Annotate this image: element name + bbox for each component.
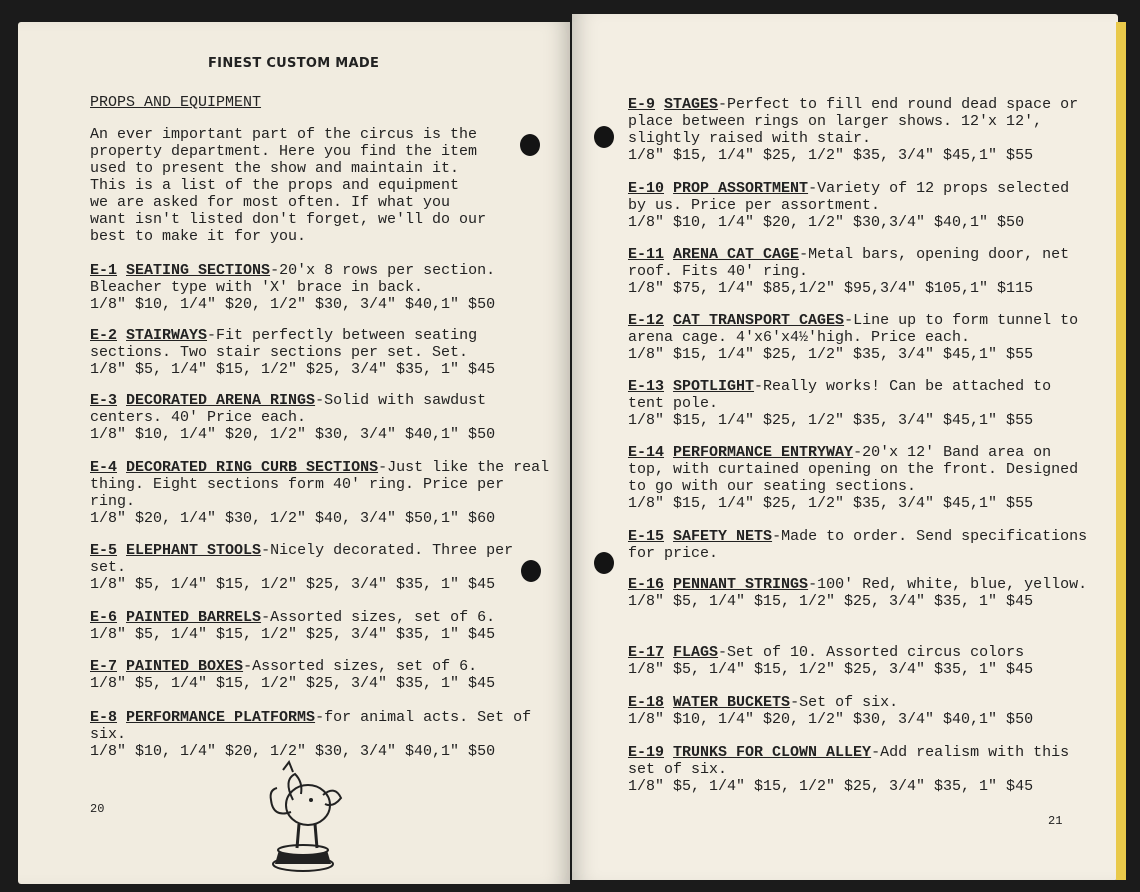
- entry-name: DECORATED ARENA RINGS: [126, 392, 316, 409]
- entry-name: SEATING SECTIONS: [126, 262, 271, 279]
- entry-description: -Really works! Can be attached to tent pole.: [628, 378, 1052, 412]
- entry-description: -Solid with sawdust centers. 40' Price each.: [90, 392, 487, 426]
- entry-name: PERFORMANCE ENTRYWAY: [673, 444, 854, 461]
- entry-name: STAGES: [664, 96, 719, 113]
- entry-name: PAINTED BOXES: [126, 658, 244, 675]
- entry-prices: 1/8" $5, 1/4" $15, 1/2" $25, 3/4" $35, 1" $45: [90, 675, 496, 692]
- entry-prices: 1/8" $15, 1/4" $25, 1/2" $35, 3/4" $45,1" $55: [628, 412, 1034, 429]
- catalog-entry: [628, 694, 1088, 728]
- entry-description: -Assorted sizes, set of 6.: [243, 658, 478, 675]
- entry-code: E-5: [90, 542, 118, 559]
- entry-name: PERFORMANCE PLATFORMS: [126, 709, 316, 726]
- catalog-entry: [628, 444, 1088, 512]
- entry-name: DECORATED RING CURB SECTIONS: [126, 459, 379, 476]
- entry-name: ARENA CAT CAGE: [673, 246, 800, 263]
- entry-description: -Fit perfectly between seating sections. Two stair sections per set. Set.: [90, 327, 478, 361]
- entry-description: -Metal bars, opening door, net roof. Fits 40' ring.: [628, 246, 1070, 280]
- catalog-entry: [628, 312, 1088, 363]
- intro-paragraph: An ever important part of the circus is the property department. Here you find the item used to present the show and maintain it. This is a list of the props and equipment we are asked for most often. If what you want isn't listed don't forget, we'll do our best to make it for you.: [90, 126, 487, 245]
- page-number: 20: [90, 802, 105, 816]
- entry-description: -Set of six.: [790, 694, 899, 711]
- entry-code: E-9: [628, 96, 656, 113]
- catalog-entry: [628, 528, 1088, 562]
- entry-name: PENNANT STRINGS: [673, 576, 809, 593]
- entry-code: E-12: [628, 312, 665, 329]
- elephant-drawing: [253, 760, 353, 880]
- entry-prices: 1/8" $15, 1/4" $25, 1/2" $35, 3/4" $45,1" $55: [628, 495, 1034, 512]
- entry-description: -Add realism with this set of six.: [628, 744, 1070, 778]
- entry-name: WATER BUCKETS: [673, 694, 791, 711]
- entry-prices: 1/8" $5, 1/4" $15, 1/2" $25, 3/4" $35, 1" $45: [90, 626, 496, 643]
- entry-code: E-8: [90, 709, 118, 726]
- page-header: FINEST CUSTOM MADE: [208, 56, 380, 71]
- entry-code: E-7: [90, 658, 118, 675]
- entry-code: E-4: [90, 459, 118, 476]
- catalog-entry: [628, 246, 1088, 297]
- entry-description: -Perfect to fill end round dead space or place between rings on larger shows. 12'x 12', slightly raised with stair.: [628, 96, 1079, 147]
- binding-hole: [594, 552, 614, 574]
- entry-description: -20'x 8 rows per section. Bleacher type with 'X' brace in back.: [90, 262, 496, 296]
- entry-name: FLAGS: [673, 644, 719, 661]
- catalog-entry: [628, 180, 1088, 231]
- catalog-entry: [628, 96, 1088, 164]
- entry-description: -for animal acts. Set of six.: [90, 709, 532, 743]
- catalog-entry: [628, 644, 1088, 678]
- catalog-entry: [90, 459, 550, 527]
- binding-hole: [521, 560, 541, 582]
- catalog-entry: [90, 709, 550, 760]
- binding-hole: [520, 134, 540, 156]
- entry-prices: 1/8" $5, 1/4" $15, 1/2" $25, 3/4" $35, 1" $45: [628, 778, 1034, 795]
- entry-description: -Variety of 12 props selected by us. Price per assortment.: [628, 180, 1070, 214]
- entry-name: PAINTED BARRELS: [126, 609, 262, 626]
- catalog-entry: [628, 378, 1088, 429]
- entry-description: -Made to order. Send specifications for price.: [628, 528, 1088, 562]
- entry-name: CAT TRANSPORT CAGES: [673, 312, 845, 329]
- entry-code: E-16: [628, 576, 665, 593]
- entry-name: STAIRWAYS: [126, 327, 208, 344]
- catalog-entry: [628, 744, 1088, 795]
- catalog-entry: [628, 576, 1088, 610]
- entry-description: -20'x 12' Band area on top, with curtained opening on the front. Designed to go with our seating sections.: [628, 444, 1079, 495]
- catalog-entry: [90, 262, 550, 313]
- entry-description: -Line up to form tunnel to arena cage. 4'x6'x4½'high. Price each.: [628, 312, 1079, 346]
- entry-name: ELEPHANT STOOLS: [126, 542, 262, 559]
- entry-code: E-17: [628, 644, 665, 661]
- page-number: 21: [1048, 814, 1063, 828]
- entry-prices: 1/8" $5, 1/4" $15, 1/2" $25, 3/4" $35, 1" $45: [90, 361, 496, 378]
- entry-code: E-6: [90, 609, 118, 626]
- entry-name: PROP ASSORTMENT: [673, 180, 809, 197]
- entry-code: E-10: [628, 180, 665, 197]
- right-page: [572, 14, 1118, 880]
- entry-code: E-11: [628, 246, 665, 263]
- entry-prices: 1/8" $10, 1/4" $20, 1/2" $30, 3/4" $40,1" $50: [628, 711, 1034, 728]
- binding-hole: [594, 126, 614, 148]
- entry-name: SPOTLIGHT: [673, 378, 755, 395]
- entry-description: -Just like the real thing. Eight sections form 40' ring. Price per ring.: [90, 459, 550, 510]
- page-edge: [1116, 22, 1126, 880]
- entry-description: -Assorted sizes, set of 6.: [261, 609, 496, 626]
- catalog-entry: [90, 609, 550, 643]
- entry-code: E-19: [628, 744, 665, 761]
- entry-code: E-13: [628, 378, 665, 395]
- section-title: PROPS AND EQUIPMENT: [90, 94, 262, 111]
- entry-prices: 1/8" $5, 1/4" $15, 1/2" $25, 3/4" $35, 1" $45: [90, 576, 496, 593]
- entry-description: -100' Red, white, blue, yellow.: [808, 576, 1088, 593]
- entry-prices: 1/8" $15, 1/4" $25, 1/2" $35, 3/4" $45,1" $55: [628, 147, 1034, 164]
- entry-code: E-14: [628, 444, 665, 461]
- left-page: [18, 22, 570, 884]
- catalog-entry: [90, 542, 550, 593]
- entry-prices: 1/8" $75, 1/4" $85,1/2" $95,3/4" $105,1" $115: [628, 280, 1034, 297]
- entry-prices: 1/8" $10, 1/4" $20, 1/2" $30, 3/4" $40,1" $50: [90, 743, 496, 760]
- entry-code: E-15: [628, 528, 665, 545]
- entry-code: E-1: [90, 262, 118, 279]
- entry-prices: 1/8" $10, 1/4" $20, 1/2" $30, 3/4" $40,1" $50: [90, 426, 496, 443]
- entry-prices: 1/8" $10, 1/4" $20, 1/2" $30,3/4" $40,1" $50: [628, 214, 1025, 231]
- entry-prices: 1/8" $5, 1/4" $15, 1/2" $25, 3/4" $35, 1" $45: [628, 661, 1034, 678]
- entry-prices: 1/8" $5, 1/4" $15, 1/2" $25, 3/4" $35, 1" $45: [628, 593, 1034, 610]
- catalog-entry: [90, 658, 550, 692]
- entry-name: TRUNKS FOR CLOWN ALLEY: [673, 744, 872, 761]
- entry-code: E-18: [628, 694, 665, 711]
- entry-prices: 1/8" $15, 1/4" $25, 1/2" $35, 3/4" $45,1" $55: [628, 346, 1034, 363]
- entry-prices: 1/8" $20, 1/4" $30, 1/2" $40, 3/4" $50,1" $60: [90, 510, 496, 527]
- entry-code: E-3: [90, 392, 118, 409]
- entry-description: -Nicely decorated. Three per set.: [90, 542, 514, 576]
- catalog-entry: [90, 392, 550, 443]
- entry-prices: 1/8" $10, 1/4" $20, 1/2" $30, 3/4" $40,1" $50: [90, 296, 496, 313]
- entry-name: SAFETY NETS: [673, 528, 773, 545]
- entry-code: E-2: [90, 327, 118, 344]
- entry-description: -Set of 10. Assorted circus colors: [718, 644, 1025, 661]
- catalog-entry: [90, 327, 550, 378]
